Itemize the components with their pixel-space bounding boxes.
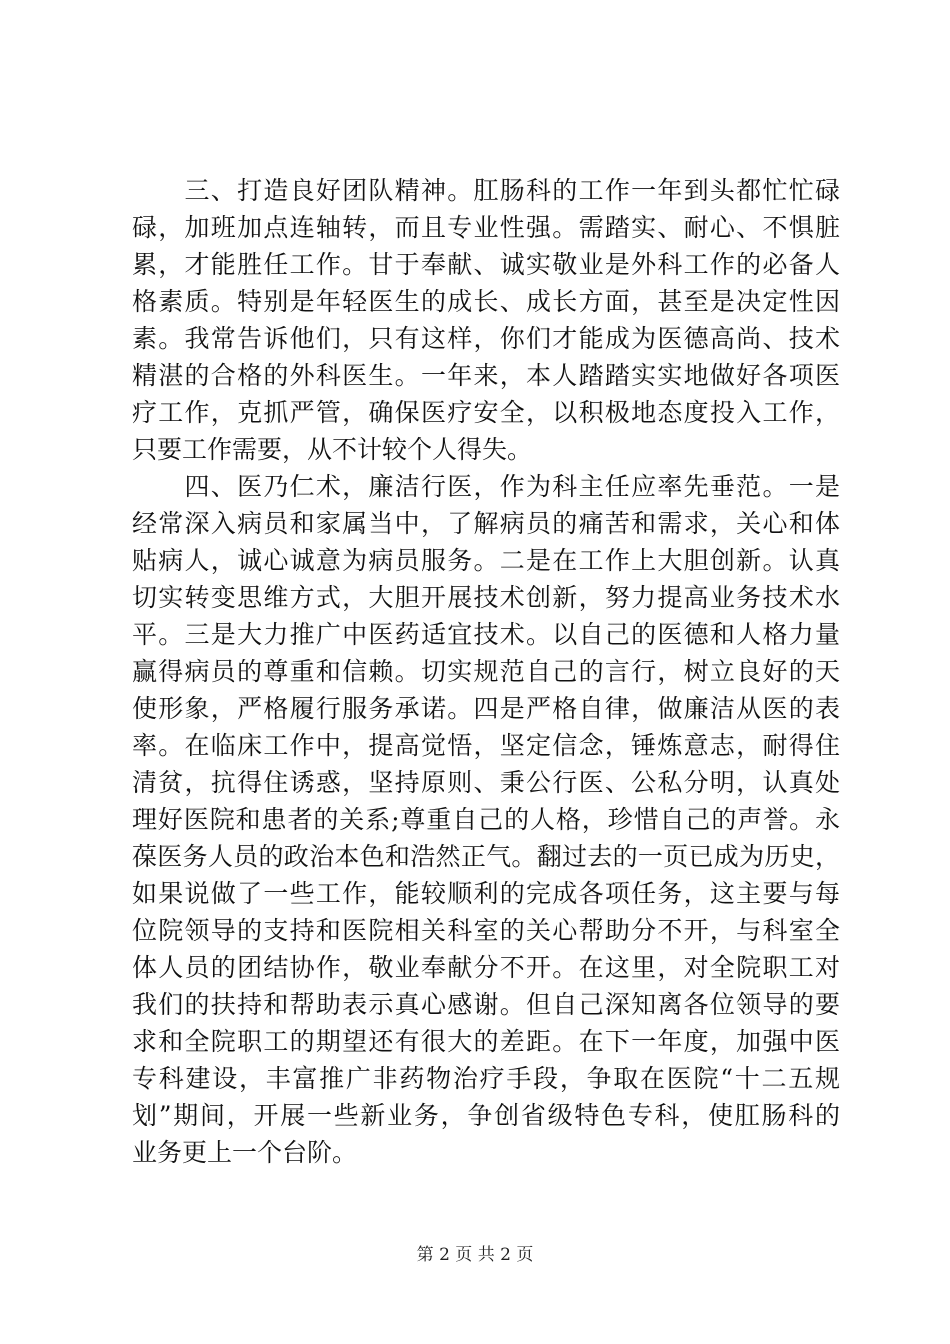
text-line: 格素质。特别是年轻医生的成长、成长方面，甚至是决定性因 [132, 287, 840, 316]
text-line: 碌，加班加点连轴转，而且专业性强。需踏实、耐心、不惧脏 [132, 213, 840, 242]
text-line: 贴病人，诚心诚意为病员服务。二是在工作上大胆创新。认真 [132, 546, 840, 575]
text-line: 赢得病员的尊重和信赖。切实规范自己的言行，树立良好的天 [132, 657, 840, 686]
body-text [132, 172, 840, 1171]
paragraph-4 [132, 468, 840, 1171]
text-line: 率。在临床工作中，提高觉悟，坚定信念，锤炼意志，耐得住 [132, 731, 840, 760]
text-line: 素。我常告诉他们，只有这样，你们才能成为医德高尚、技术 [132, 324, 840, 353]
text-line: 专科建设，丰富推广非药物治疗手段，争取在医院“十二五规 [132, 1064, 840, 1093]
text-line: 四、医乃仁术，廉洁行医，作为科主任应率先垂范。一是 [132, 472, 840, 501]
paragraph-3 [132, 172, 840, 468]
text-line: 体人员的团结协作，敬业奉献分不开。在这里，对全院职工对 [132, 953, 840, 982]
text-line: 经常深入病员和家属当中，了解病员的痛苦和需求，关心和体 [132, 509, 840, 538]
text-line: 葆医务人员的政治本色和浩然正气。翻过去的一页已成为历史， [132, 842, 840, 871]
text-line: 划”期间，开展一些新业务，争创省级特色专科，使肛肠科的 [132, 1101, 840, 1130]
text-line: 精湛的合格的外科医生。一年来，本人踏踏实实地做好各项医 [132, 361, 840, 390]
text-line: 平。三是大力推广中医药适宜技术。以自己的医德和人格力量 [132, 620, 840, 649]
text-line: 我们的扶持和帮助表示真心感谢。但自己深知离各位领导的要 [132, 990, 840, 1019]
text-line: 累，才能胜任工作。甘于奉献、诚实敬业是外科工作的必备人 [132, 250, 840, 279]
text-line: 只要工作需要，从不计较个人得失。 [132, 435, 533, 464]
text-line: 位院领导的支持和医院相关科室的关心帮助分不开，与科室全 [132, 916, 840, 945]
text-line: 切实转变思维方式，大胆开展技术创新，努力提高业务技术水 [132, 583, 840, 612]
text-line: 使形象，严格履行服务承诺。四是严格自律，做廉洁从医的表 [132, 694, 840, 723]
text-line: 求和全院职工的期望还有很大的差距。在下一年度，加强中医 [132, 1027, 840, 1056]
text-line: 如果说做了一些工作，能较顺利的完成各项任务，这主要与每 [132, 879, 840, 908]
page-number-footer: 第 2 页 共 2 页 [416, 1245, 534, 1265]
text-line: 理好医院和患者的关系;尊重自己的人格，珍惜自己的声誉。永 [132, 805, 840, 834]
text-line: 业务更上一个台阶。 [132, 1138, 358, 1167]
text-line: 疗工作，克抓严管，确保医疗安全，以积极地态度投入工作， [132, 398, 840, 427]
text-line: 清贫，抗得住诱惑，坚持原则、秉公行医、公私分明，认真处 [132, 768, 840, 797]
text-line: 三、打造良好团队精神。肛肠科的工作一年到头都忙忙碌 [132, 176, 840, 205]
